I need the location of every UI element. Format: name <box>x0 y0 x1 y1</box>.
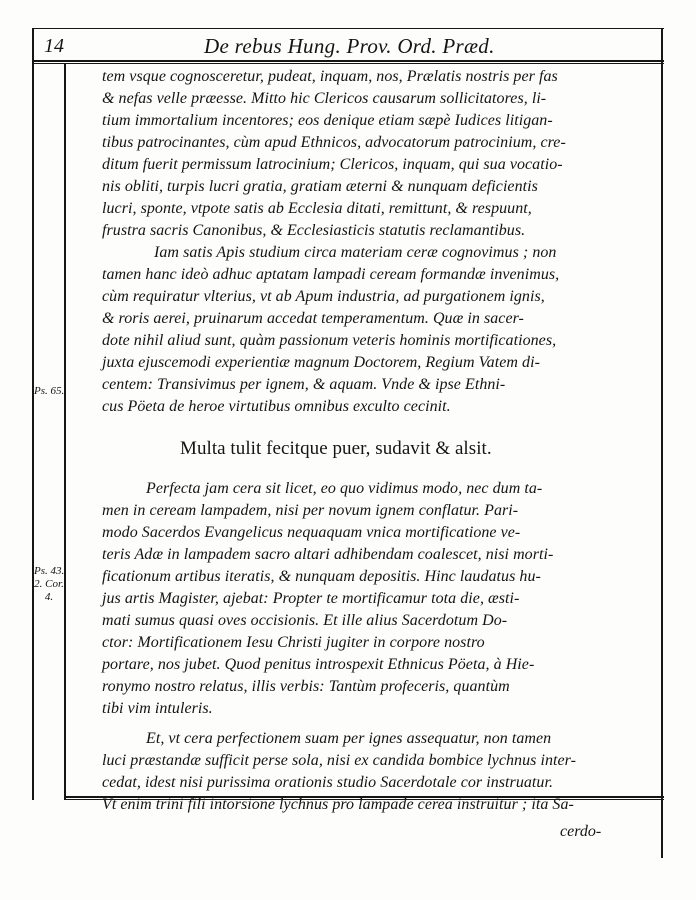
text-line: modo Sacerdos Evangelicus nequaquam vnica mortificatione ve- <box>102 524 521 541</box>
text-line: men in ceream lampadem, nisi per novum ignem conflatur. Pari- <box>102 502 519 519</box>
text-line: centem: Transivimus per ignem, & aquam. Vnde & ipse Ethni- <box>102 376 506 393</box>
margin-note-2-cor: 2. Cor. <box>34 578 64 590</box>
text-line: tibi vim intuleris. <box>102 700 213 717</box>
text-line: tem vsque cognosceretur, pudeat, inquam, nos, Prælatis nostris per fas <box>102 68 558 85</box>
text-line: & roris aerei, pruinarum accedat temperamentum. Quæ in sacer- <box>102 310 524 327</box>
frame-rule-top-thin <box>32 63 664 64</box>
margin-note-ps-43: Ps. 43. <box>34 565 65 577</box>
margin-note-cor-chapter: 4. <box>44 591 54 603</box>
text-line: cedat, idest nisi purissima orationis studio Sacerdotale cor instruatur. <box>102 774 554 791</box>
text-line: Et, vt cera perfectionem suam per ignes assequatur, non tamen <box>146 730 552 747</box>
text-line: cùm requiratur vlterius, vt ab Apum industria, ad purgationem ignis, <box>102 288 545 305</box>
text-line: & nefas velle præesse. Mitto hic Clericos causarum sollicitatores, li- <box>102 90 547 107</box>
text-line: dote nihil aliud sunt, quàm passionum veteris hominis mortificationes, <box>102 332 557 349</box>
text-line: ronymo nostro relatus, illis verbis: Tantùm profeceris, quantùm <box>102 678 510 695</box>
text-line: juxta ejuscemodi experientiæ magnum Doctorem, Regium Vatem di- <box>102 354 540 371</box>
text-line: frustra sacris Canonibus, & Ecclesiasticis statutis reclamantibus. <box>102 222 526 239</box>
verse-quotation: Multa tulit fecitque puer, sudavit & alsit. <box>180 438 492 459</box>
running-title: De rebus Hung. Prov. Ord. Præd. <box>204 34 495 58</box>
text-line: ctor: Mortificationem Iesu Christi jugiter in corpore nostro <box>102 634 485 651</box>
text-line: tamen hanc ideò adhuc aptatam lampadi ceream formandæ invenimus, <box>102 266 560 283</box>
frame-rule-top <box>32 60 664 62</box>
text-line: lucri, sponte, vtpote satis ab Ecclesia ditati, remittunt, & respuunt, <box>102 200 532 217</box>
text-line: tium immortalium incentores; eos denique etiam sæpè Iudices litigan- <box>102 112 553 129</box>
text-line: Vt enim trini fili intorsione lychnus pro lampade cerea instruitur ; ita Sa- <box>102 796 574 813</box>
text-line: luci præstandæ sufficit perse sola, nisi ex candida bombice lychnus inter- <box>102 752 576 769</box>
text-line: tibus patrocinantes, cùm apud Ethnicos, advocatorum patrocinium, cre- <box>102 134 566 151</box>
catchword: cerdo- <box>560 823 602 840</box>
text-line: jus artis Magister, ajebat: Propter te mortificamur tota die, æsti- <box>102 590 520 607</box>
text-line: cus Pöeta de heroe virtutibus omnibus exculto cecinit. <box>102 398 451 415</box>
text-line: teris Adæ in lampadem sacro altari adhibendam coalescet, nisi morti- <box>102 546 554 563</box>
text-line: ditum fuerit permissum latrocinium; Clericos, inquam, qui sua vocatio- <box>102 156 563 173</box>
margin-note-ps-65: Ps. 65. <box>34 385 65 397</box>
running-head <box>34 33 660 59</box>
text-line: ficationum artibus iteratis, & nunquam depositis. Hinc laudatus hu- <box>102 568 541 585</box>
text-line: Iam satis Apis studium circa materiam ceræ cognovimus ; non <box>154 244 557 261</box>
text-line: Perfecta jam cera sit licet, eo quo vidimus modo, nec dum ta- <box>146 480 543 497</box>
frame-rule-right <box>661 28 663 858</box>
frame-rule-left <box>32 28 34 800</box>
text-line: mati sumus quasi oves occisionis. Et ille alius Sacerdotum Do- <box>102 612 508 629</box>
frame-rule-top-outer <box>32 28 664 29</box>
text-line: nis obliti, turpis lucri gratia, gratiam æterni & nunquam deficientis <box>102 178 538 195</box>
margin-column-rule <box>64 64 66 800</box>
text-line: portare, nos jubet. Quod penitus introspexit Ethnicus Pöeta, à Hie- <box>102 656 535 673</box>
page-number: 14 <box>44 35 64 57</box>
